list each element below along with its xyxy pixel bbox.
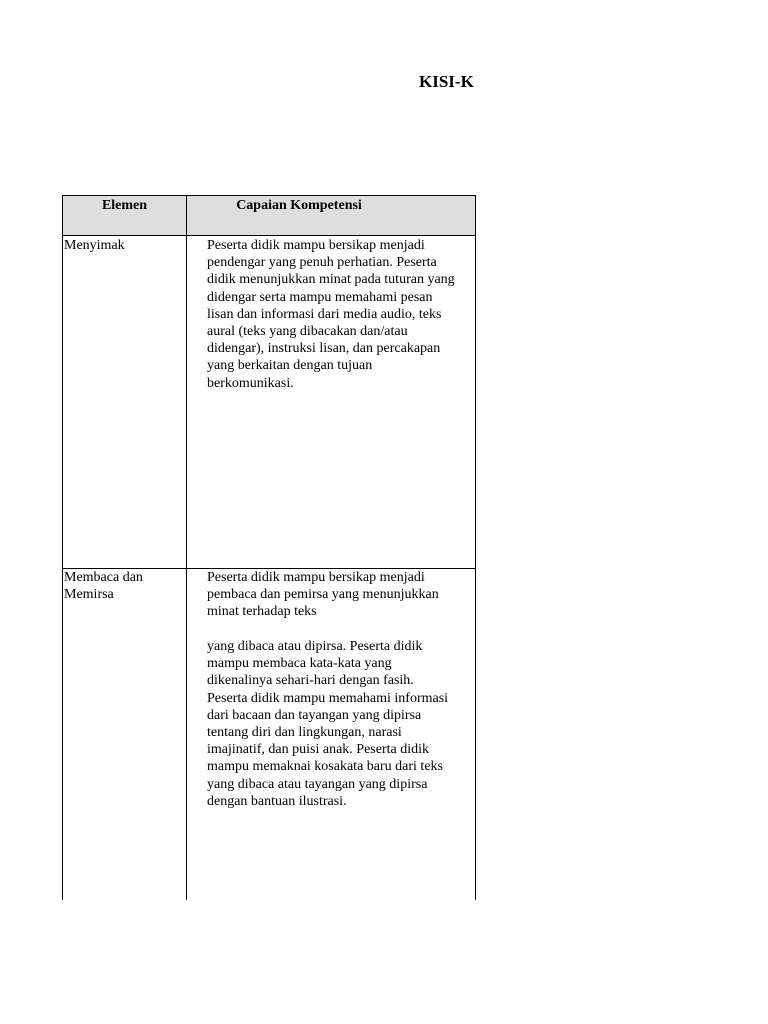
table-border-left bbox=[62, 195, 63, 900]
competency-table bbox=[62, 195, 476, 900]
row-1-elemen: Menyimak bbox=[64, 238, 125, 253]
table-border-top bbox=[62, 195, 476, 196]
column-divider bbox=[186, 195, 187, 900]
header-divider bbox=[62, 235, 476, 236]
page-title: KISI-K bbox=[419, 72, 474, 91]
row-2-capaian-part1: Peserta didik mampu bersikap menjadi pembaca dan pemirsa yang menunjukkan minat terhadap teks bbox=[207, 570, 439, 620]
row-1-capaian: Peserta didik mampu bersikap menjadi pendengar yang penuh perhatian. Peserta didik menunjukkan minat pada tuturan yang didengar serta mampu memahami pesan lisan dan informasi dari media audio, teks aural (teks yang dibacakan dan/atau didengar), instruksi lisan, dan percakapan yang berkaitan dengan tujuan berkomunikasi. bbox=[207, 238, 455, 391]
header-elemen: Elemen bbox=[101, 198, 148, 213]
row-2-capaian-part2: yang dibaca atau dipirsa. Peserta didik mampu membaca kata-kata yang dikenalinya sehari-hari dengan fasih. Peserta didik mampu memahami informasi dari bacaan dan tayangan yang dipirsa tentang diri dan lingkungan, narasi imajinatif, dan puisi anak. Peserta didik mampu memaknai kosakata baru dari teks yang dibaca atau tayangan yang dipirsa dengan bantuan ilustrasi. bbox=[207, 639, 449, 809]
header-capaian: Capaian Kompetensi bbox=[236, 198, 362, 213]
row-2-elemen: Membaca dan Memirsa bbox=[64, 570, 143, 603]
table-border-right bbox=[475, 195, 476, 900]
